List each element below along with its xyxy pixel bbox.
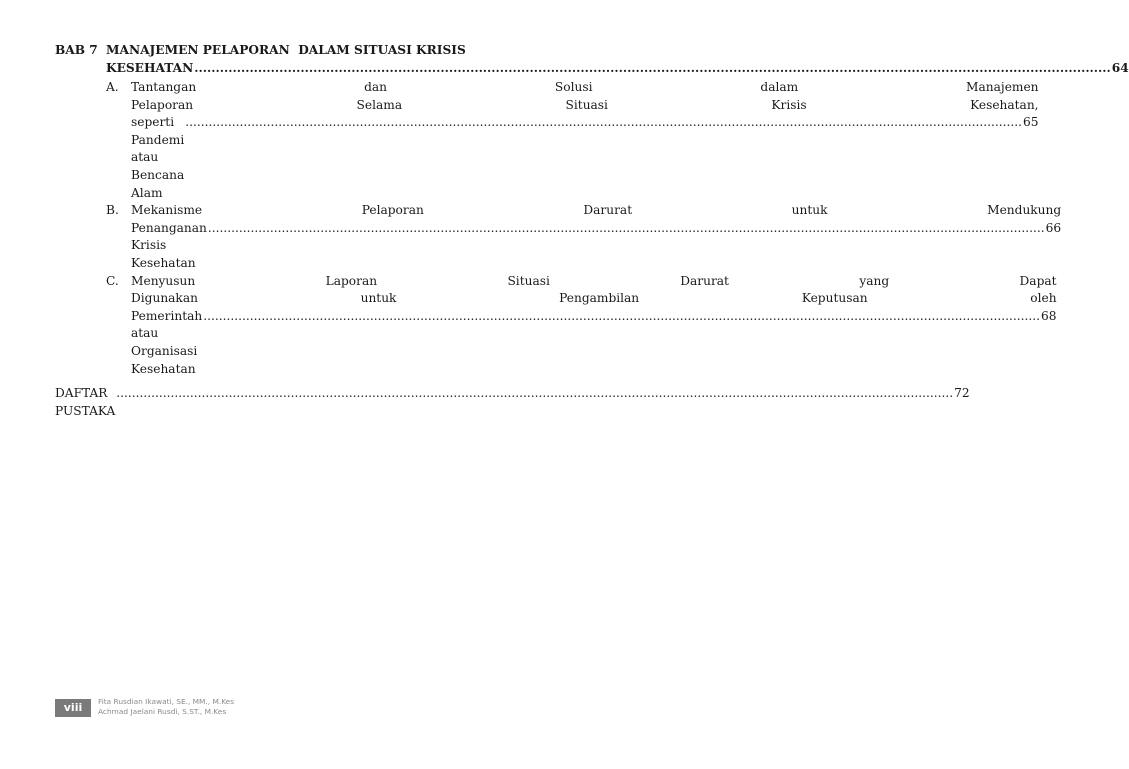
section-title-line: Digunakan untuk Pengambilan Keputusan oleh [131,291,1057,306]
section-title-last-line: seperti Pandemi atau Bencana Alam [131,115,185,200]
section-list [106,79,1062,378]
section-title-line: Mekanisme Pelaporan Darurat untuk Mendukung [131,203,1062,218]
section-title-line: Tantangan dan Solusi dalam Manajemen [131,80,1039,94]
table-of-contents [55,41,1129,420]
toc-section-entry[interactable] [106,202,1062,272]
section-title-last-line: Penanganan Krisis Kesehatan [131,220,207,270]
toc-bibliography-entry[interactable] [55,384,970,420]
author-name: Achmad Jaelani Rusdi, S.ST., M.Kes [98,707,227,716]
section-title-line: Pelaporan Selama Situasi Krisis Kesehatan, [131,97,1039,112]
bibliography-label: DAFTAR PUSTAKA [55,386,116,419]
dot-leader [116,384,953,402]
dot-leader [208,220,1045,238]
section-letter: C. [106,273,119,288]
section-title-line: Menyusun Laporan Situasi Darurat yang Dapat [131,273,1057,288]
dot-leader [203,308,1040,326]
section-title-last-line: Pemerintah atau Organisasi Kesehatan [131,308,203,376]
chapter-title-line1: MANAJEMEN PELAPORAN DALAM SITUASI KRISIS [106,43,466,57]
author-credits [98,697,234,717]
section-page-number: 66 [1045,220,1062,235]
section-letter: B. [106,203,119,218]
chapter-number: BAB 7 [55,43,98,57]
section-page-number: 65 [1023,115,1039,130]
section-page-number: 68 [1041,308,1057,323]
author-name: Fita Rusdian Ikawati, SE., MM., M.Kes [98,697,235,706]
section-letter: A. [106,80,119,94]
dot-leader [185,114,1022,132]
page-footer [55,697,234,717]
toc-section-entry[interactable] [106,273,1057,379]
chapter-page-number: 64 [1111,61,1129,75]
toc-chapter-entry[interactable] [55,41,1129,77]
dot-leader [194,59,1111,77]
bibliography-page-number: 72 [954,386,970,401]
page-number-badge: viii [55,699,91,717]
toc-section-entry[interactable] [106,79,1039,202]
chapter-title-line2: KESEHATAN [106,61,194,75]
